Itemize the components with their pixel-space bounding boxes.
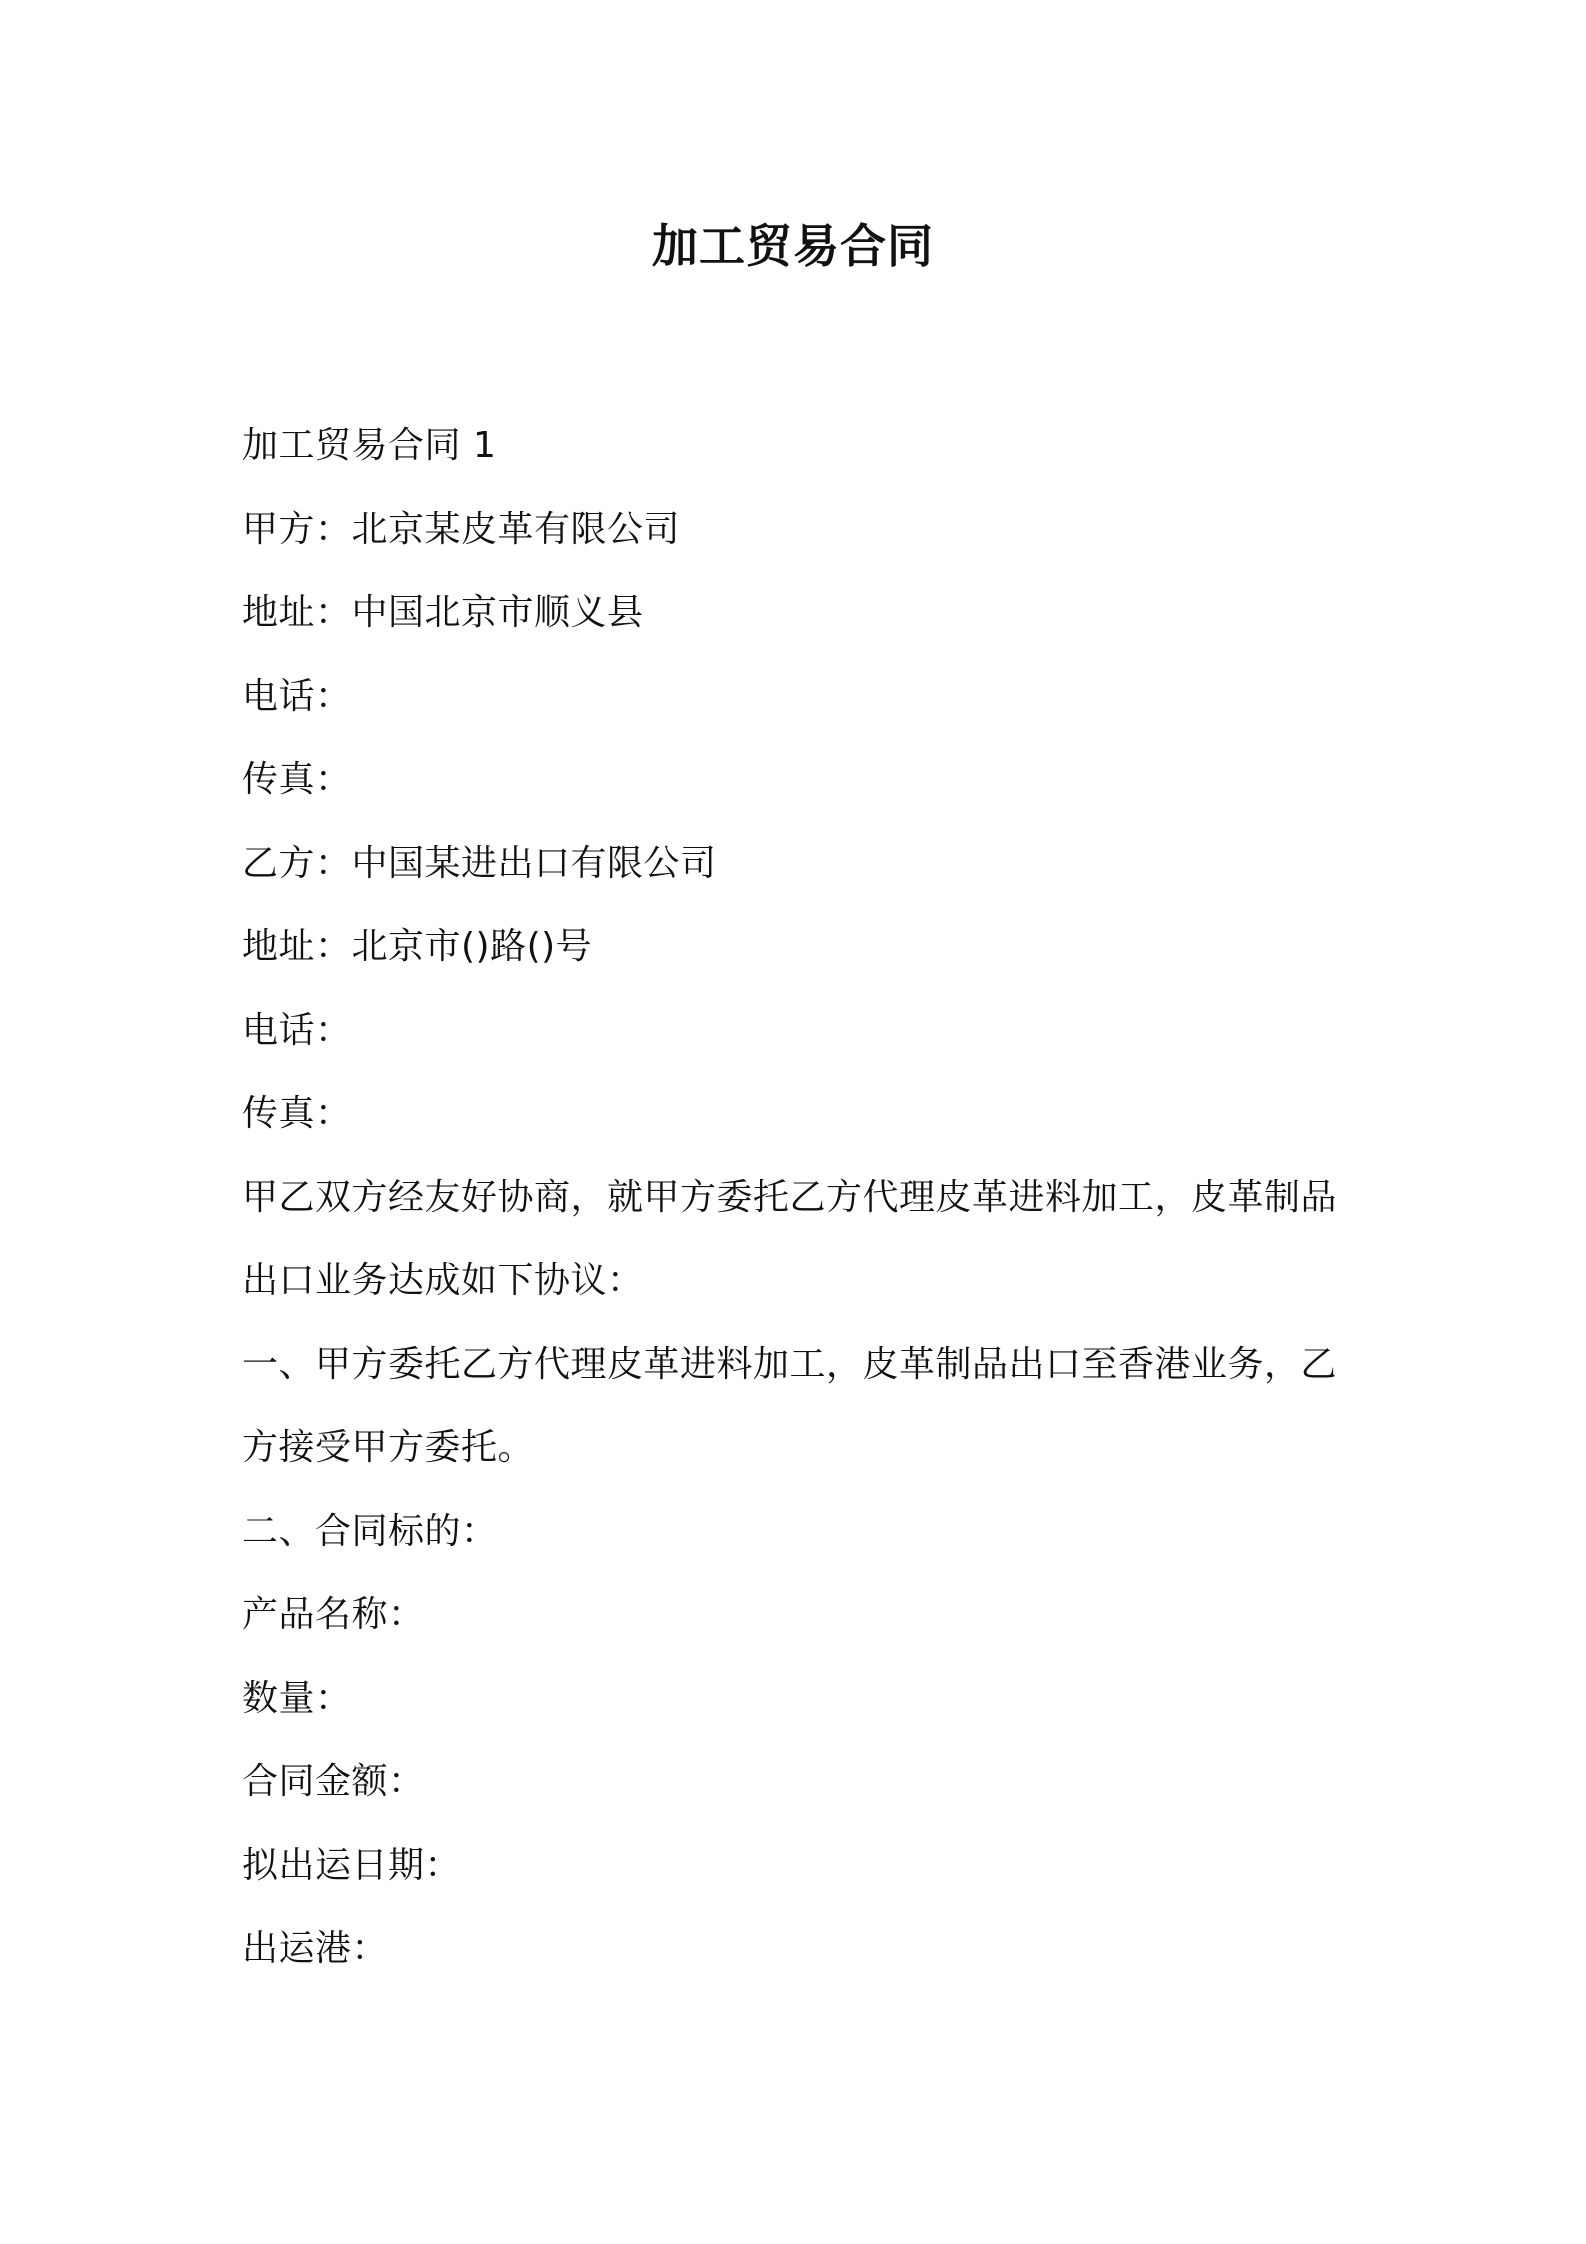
party-a-fax: 传真： — [242, 759, 352, 800]
party-a-phone: 电话： — [242, 675, 352, 717]
party-b-fax: 传真： — [242, 1093, 352, 1134]
subtitle-line: 加工贸易合同 1 — [242, 425, 497, 466]
party-b-address: 地址：北京市()路()号 — [242, 926, 593, 967]
clause-2-heading: 二、合同标的： — [242, 1510, 498, 1552]
shipping-date-field: 拟出运日期： — [242, 1844, 462, 1886]
product-name-field: 产品名称： — [242, 1594, 425, 1635]
quantity-field: 数量： — [242, 1677, 352, 1719]
preamble-line-2: 出口业务达成如下协议： — [242, 1260, 644, 1301]
clause-1-line-1: 一、甲方委托乙方代理皮革进料加工，皮革制品出口至香港业务，乙 — [242, 1343, 1338, 1385]
contract-amount-field: 合同金额： — [242, 1761, 425, 1802]
party-a-address: 地址：中国北京市顺义县 — [242, 592, 644, 633]
preamble-line-1: 甲乙双方经友好协商，就甲方委托乙方代理皮革进料加工，皮革制品 — [242, 1176, 1338, 1218]
document-title: 加工贸易合同 — [652, 219, 934, 273]
port-of-shipment-field: 出运港： — [242, 1928, 389, 1969]
document-body — [242, 404, 1362, 1991]
party-b-phone: 电话： — [242, 1009, 352, 1051]
party-a-name: 甲方：北京某皮革有限公司 — [242, 508, 681, 550]
clause-1-line-2: 方接受甲方委托。 — [242, 1427, 535, 1468]
party-b-name: 乙方：中国某进出口有限公司 — [242, 842, 717, 884]
